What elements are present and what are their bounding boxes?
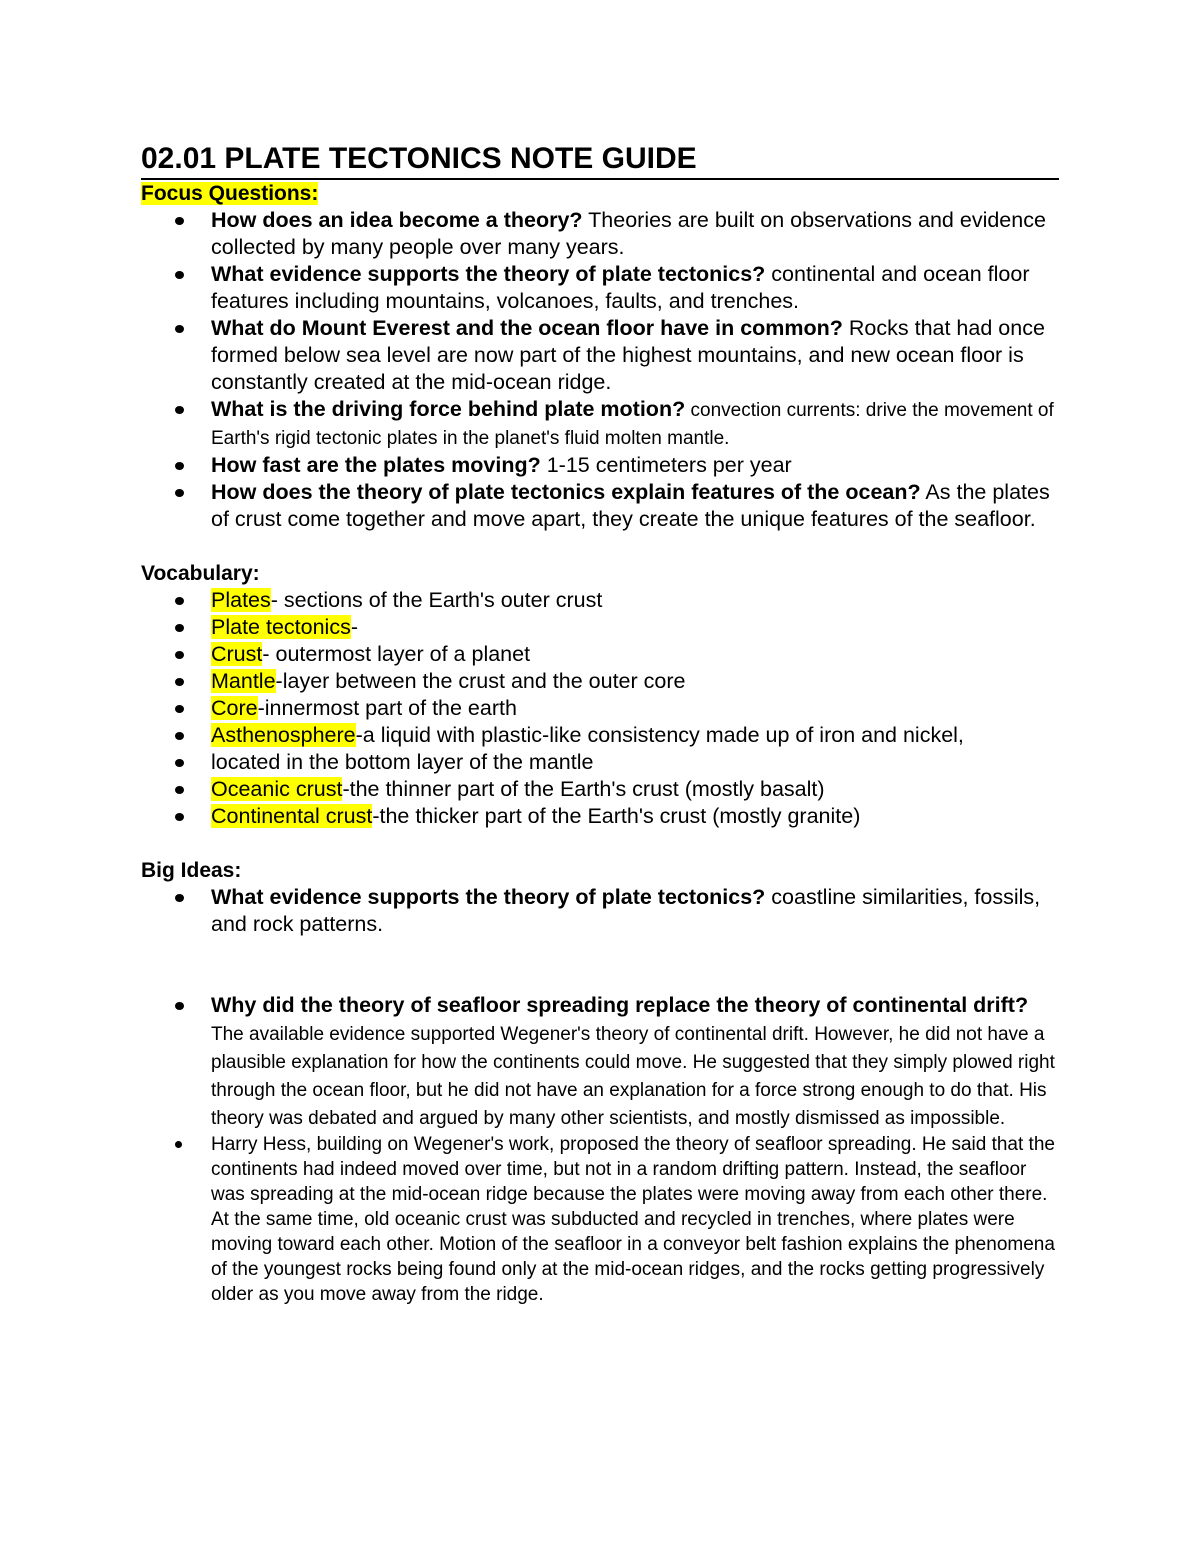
answer-text: convection currents: drive the movement of Earth's rigid tectonic plates in the planet's fluid molten mantle. <box>211 400 1054 449</box>
question-text: What evidence supports the theory of plate tectonics? <box>211 262 766 286</box>
bullet-icon <box>175 217 184 225</box>
vocab-term: Crust <box>211 642 263 666</box>
answer-text: coastline similarities, fossils, and rock patterns. <box>211 885 1041 936</box>
focus-questions-heading-text: Focus Questions: <box>141 182 319 205</box>
list-item <box>141 884 1059 938</box>
vocabulary-heading: Vocabulary: <box>141 562 260 585</box>
answer-text: The available evidence supported Wegener's theory of continental drift. However, he did not have a plausible explanation for how the continents could move. He suggested that they simply plowed right through the ocean floor, but he did not have an explanation for a force strong enough to do that. His theory was debated and argued by many other scientists, and mostly dismissed as impossible. <box>211 1024 1055 1129</box>
focus-questions-heading <box>141 180 1059 207</box>
question-text: How does the theory of plate tectonics explain features of the ocean? <box>211 480 921 504</box>
big-ideas-list-1 <box>141 884 1059 938</box>
bullet-icon <box>175 325 184 333</box>
bullet-icon <box>175 462 184 470</box>
list-item <box>141 479 1059 533</box>
question-text: What is the driving force behind plate motion? <box>211 397 686 421</box>
list-item <box>141 614 1059 641</box>
vocab-term: Plate tectonics <box>211 615 351 639</box>
paragraph-text: Harry Hess, building on Wegener's work, proposed the theory of seafloor spreading. He said that the continents had indeed moved over time, but not in a random drifting pattern. Instead, the seafloor was spreading at the mid-ocean ridge because the plates were moving away from each other there. At the same time, old oceanic crust was subducted and recycled in trenches, where plates were moving toward each other. Motion of the seafloor in a conveyor belt fashion explains the phenomena of the youngest rocks being found only at the mid-ocean ridges, and the rocks getting progressively older as you move away from the ridge. <box>211 1134 1055 1305</box>
list-item <box>141 992 1059 1132</box>
answer-text: Rocks that had once formed below sea level are now part of the highest mountains, and new ocean floor is constantly created at the mid-ocean ridge. <box>211 316 1045 394</box>
question-text: How fast are the plates moving? <box>211 453 541 477</box>
answer-text: continental and ocean floor features including mountains, volcanoes, faults, and trenches. <box>211 262 1030 313</box>
list-item <box>141 207 1059 261</box>
bullet-icon <box>175 1141 182 1148</box>
list-item <box>141 261 1059 315</box>
vocab-term: Plates <box>211 588 271 612</box>
bullet-icon <box>175 651 184 659</box>
question-text: How does an idea become a theory? <box>211 208 583 232</box>
spacer <box>141 938 1059 992</box>
vocab-definition: -a liquid with plastic-like consistency made up of iron and nickel, <box>355 723 964 747</box>
list-item <box>141 641 1059 668</box>
bullet-icon <box>175 271 184 279</box>
big-ideas-list-2 <box>141 992 1059 1132</box>
vocab-definition: located in the bottom layer of the mantle <box>211 750 594 774</box>
bullet-icon <box>175 759 184 767</box>
list-item <box>141 722 1059 749</box>
vocab-term: Mantle <box>211 669 276 693</box>
list-item <box>141 396 1059 452</box>
bullet-icon <box>175 597 184 605</box>
vocabulary-list <box>141 587 1059 830</box>
bullet-icon <box>175 489 184 497</box>
big-ideas-list-3 <box>141 1132 1059 1307</box>
question-text: Why did the theory of seafloor spreading replace the theory of continental drift? <box>211 993 1029 1017</box>
bullet-icon <box>175 732 184 740</box>
answer-text: Theories are built on observations and evidence collected by many people over many years. <box>211 208 1046 259</box>
vocab-term: Asthenosphere <box>211 723 356 747</box>
question-text: What evidence supports the theory of plate tectonics? <box>211 885 766 909</box>
focus-questions-list <box>141 207 1059 533</box>
vocab-definition: - outermost layer of a planet <box>262 642 531 666</box>
list-item <box>141 749 1059 776</box>
vocab-term: Continental crust <box>211 804 373 828</box>
list-item <box>141 587 1059 614</box>
list-item <box>141 695 1059 722</box>
document-page <box>141 140 1059 1307</box>
vocab-definition: - sections of the Earth's outer crust <box>270 588 603 612</box>
bullet-icon <box>175 1002 184 1010</box>
bullet-icon <box>175 678 184 686</box>
vocab-definition: - <box>350 615 358 639</box>
bullet-icon <box>175 624 184 632</box>
list-item <box>141 1132 1059 1307</box>
vocab-definition: -the thinner part of the Earth's crust (mostly basalt) <box>342 777 825 801</box>
bullet-icon <box>175 786 184 794</box>
document-title: 02.01 PLATE TECTONICS NOTE GUIDE <box>141 140 1059 180</box>
list-item <box>141 668 1059 695</box>
vocab-definition: -layer between the crust and the outer core <box>275 669 686 693</box>
question-text: What do Mount Everest and the ocean floor have in common? <box>211 316 843 340</box>
answer-text: As the plates of crust come together and move apart, they create the unique features of the seafloor. <box>211 480 1050 531</box>
list-item <box>141 776 1059 803</box>
big-ideas-heading: Big Ideas: <box>141 859 242 882</box>
bullet-icon <box>175 894 184 902</box>
list-item <box>141 315 1059 396</box>
list-item <box>141 452 1059 479</box>
bullet-icon <box>175 813 184 821</box>
bullet-icon <box>175 705 184 713</box>
spacer <box>141 533 1059 560</box>
vocab-term: Core <box>211 696 258 720</box>
vocab-definition: -innermost part of the earth <box>257 696 517 720</box>
spacer <box>141 830 1059 857</box>
vocab-definition: -the thicker part of the Earth's crust (mostly granite) <box>372 804 861 828</box>
vocab-term: Oceanic crust <box>211 777 343 801</box>
list-item <box>141 803 1059 830</box>
answer-text: 1-15 centimeters per year <box>540 453 792 477</box>
bullet-icon <box>175 406 184 414</box>
